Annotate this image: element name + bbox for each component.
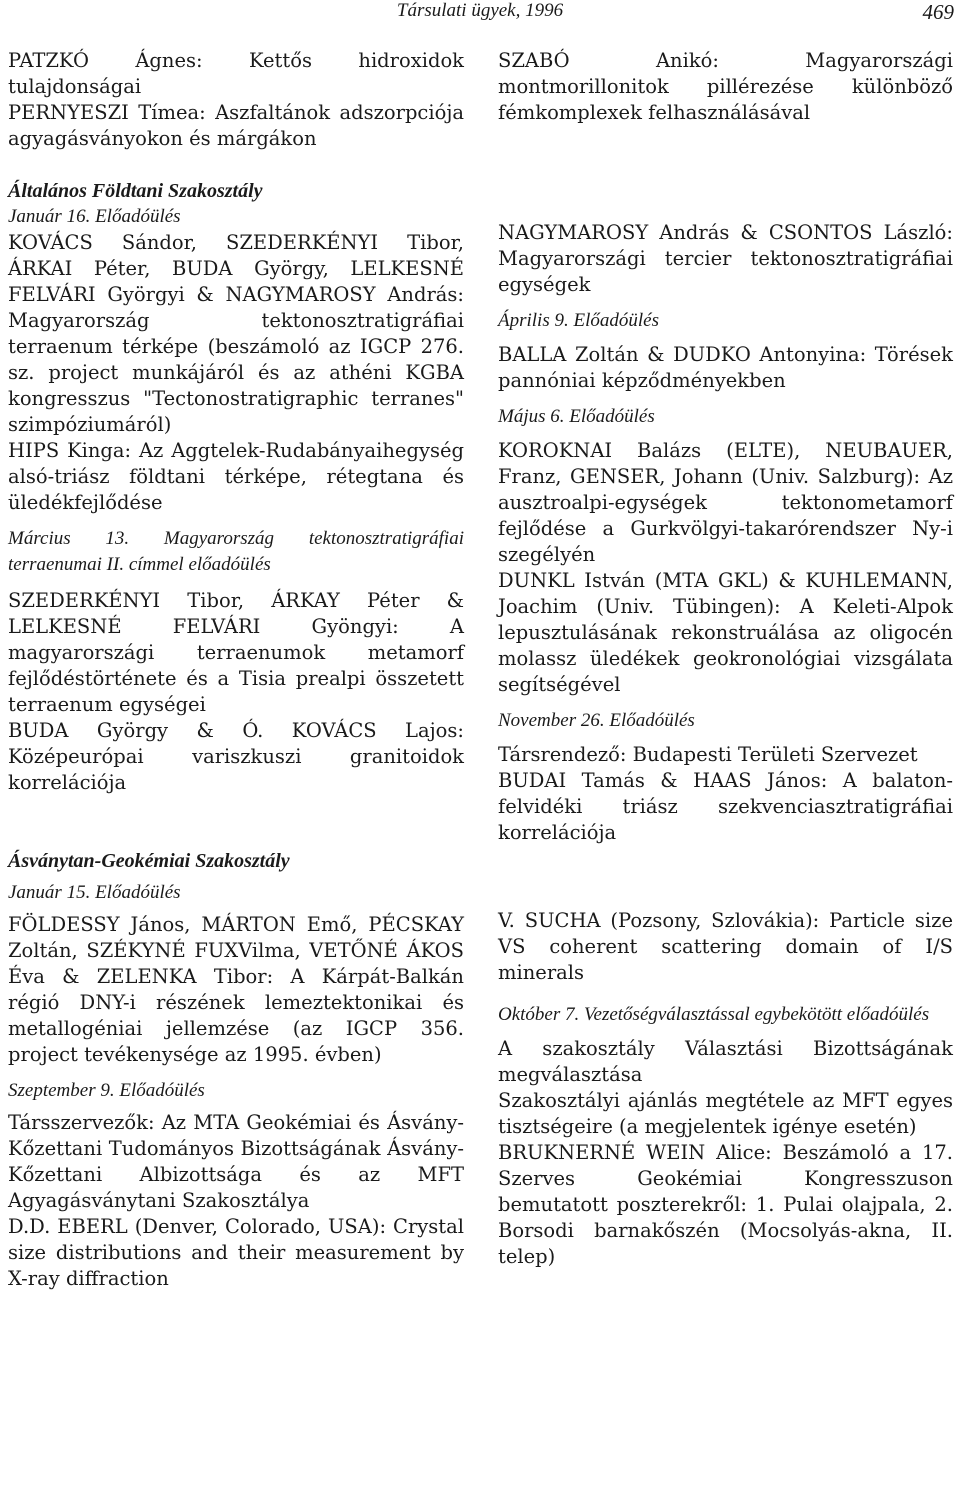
lecture-entry: Társrendező: Budapesti Területi Szervezet [498,743,918,766]
meeting-date: Január 15. Előadóülés [8,882,181,903]
lecture-entry: A szakosztály Választási Bizottságának megválasztása [498,1037,953,1086]
lecture-entry: SZABÓ Anikó: Magyarországi montmorillonitok pillérezése különböző fémkomplexek felhasználásával [498,49,953,124]
left-column [8,48,464,1292]
lecture-entry: V. SUCHA (Pozsony, Szlovákia): Particle size VS coherent scattering domain of I/S minerals [498,909,953,984]
page-number: 469 [922,0,954,24]
lecture-entry: D.D. EBERL (Denver, Colorado, USA): Crystal size distributions and their measurement by X-ray diffraction [8,1215,464,1290]
meeting-date: Október 7. Vezetőségválasztással egybekötött előadóülés [498,1004,930,1025]
meeting-date: Március 13. Magyarország tektonosztratigráfiai terraenumai II. címmel előadóülés [8,528,464,575]
lecture-entry: HIPS Kinga: Az Aggtelek-Rudabányaihegység alsó-triász földtani térképe, rétegtana és üledékfejlődése [8,439,464,514]
lecture-entry: FÖLDESSY János, MÁRTON Emő, PÉCSKAY Zoltán, SZÉKYNÉ FUXVilma, VETŐNÉ ÁKOS Éva & ZELENKA Tibor: A Kárpát-Balkán régió DNY-i részének lemeztektonikai és metallogéniai jellemzése (az IGCP 356. project tevékenysége az 1995. évben) [8,913,464,1066]
lecture-entry: DUNKL István (MTA GKL) & KUHLEMANN, Joachim (Univ. Tübingen): A Keleti-Alpok lepusztulásának rekonstruálása az oligocén molassz üledékek geokronológiai vizsgálata segítségével [498,569,953,696]
lecture-entry: Társszervezők: Az MTA Geokémiai és Ásvány-Kőzettani Tudományos Bizottságának Ásvány-Kőzettani Albizottsága és az MFT Agyagásványtani Szakosztálya [8,1111,464,1212]
meeting-date: Szeptember 9. Előadóülés [8,1080,205,1101]
section-heading: Ásványtan-Geokémiai Szakosztály [8,850,290,872]
lecture-entry: SZEDERKÉNYI Tibor, ÁRKAY Péter & LELKESNÉ FELVÁRI Gyöngyi: A magyarországi terraenumok metamorf fejlődéstörténete és a Tisia prealpi összetett terraenum egységei [8,589,464,716]
right-column [498,48,953,1270]
running-title: Társulati ügyek, 1996 [396,0,564,21]
meeting-date: Január 16. Előadóülés [8,206,181,227]
running-head [0,0,960,34]
meeting-date: Április 9. Előadóülés [498,310,659,331]
lecture-entry: BRUKNERNÉ WEIN Alice: Beszámoló a 17. Szerves Geokémiai Kongresszuson bemutatott poszterekről: 1. Pulai olajpala, 2. Borsodi barnakőszén (Mocsolyás-akna, II. telep) [498,1141,953,1268]
section-heading: Általános Földtani Szakosztály [8,180,263,202]
lecture-entry: NAGYMAROSY András & CSONTOS László: Magyarországi tercier tektonosztratigráfiai egységek [498,221,953,296]
lecture-entry: BUDAI Tamás & HAAS János: A balaton-felvidéki triász szekvenciasztratigráfiai korrelációja [498,769,953,844]
meeting-date: Május 6. Előadóülés [498,406,655,427]
lecture-entry: PERNYESZI Tímea: Aszfaltánok adszorpciója agyagásványokon és márgákon [8,101,464,150]
meeting-date: November 26. Előadóülés [498,710,695,731]
lecture-entry: Szakosztályi ajánlás megtétele az MFT egyes tisztségeire (a megjelentek igénye esetén) [498,1089,953,1138]
lecture-entry: BALLA Zoltán & DUDKO Antonyina: Törések pannóniai képződményekben [498,343,953,392]
lecture-entry: PATZKÓ Ágnes: Kettős hidroxidok tulajdonságai [8,49,464,98]
lecture-entry: KOVÁCS Sándor, SZEDERKÉNYI Tibor, ÁRKAI Péter, BUDA György, LELKESNÉ FELVÁRI Györgyi & NAGYMAROSY András: Magyarország tektonosztratigráfiai terraenum térképe (beszámoló az IGCP 276. sz. project munkájáról és az athéni KGBA kongresszus "Tectonostratigraphic terranes" szimpóziumáról) [8,231,464,436]
lecture-entry: KOROKNAI Balázs (ELTE), NEUBAUER, Franz, GENSER, Johann (Univ. Salzburg): Az ausztroalpi-egységek tektonometamorf fejlődése a Gurkvölgyi-takarórendszer Ny-i szegélyén [498,439,953,566]
lecture-entry: BUDA György & Ó. KOVÁCS Lajos: Középeurópai variszkuszi granitoidok korrelációja [8,719,464,794]
